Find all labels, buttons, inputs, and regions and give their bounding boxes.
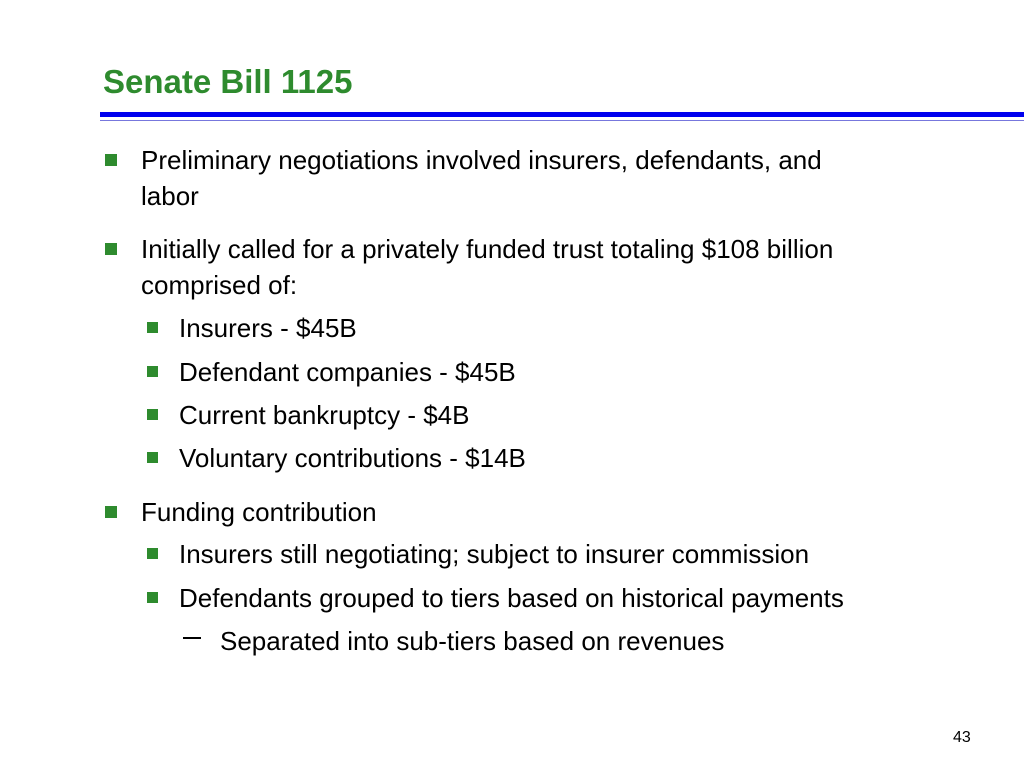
dash-bullet-icon — [183, 637, 201, 639]
sub-item-insurers: Insurers - $45B — [179, 313, 357, 343]
bullet-3-line-1: Funding contribution — [141, 497, 377, 527]
page-number: 43 — [953, 729, 971, 746]
sub-item-defendants-grouped: Defendants grouped to tiers based on historical payments — [179, 583, 844, 613]
bullet-1-line-2: labor — [141, 181, 199, 211]
bullet-2-line-2: comprised of: — [141, 270, 298, 300]
sub-item-voluntary-contributions: Voluntary contributions - $14B — [179, 443, 526, 473]
square-bullet-icon — [147, 366, 158, 377]
square-bullet-icon — [147, 322, 158, 333]
sub-item-current-bankruptcy: Current bankruptcy - $4B — [179, 400, 470, 430]
sub-item-insurers-negotiating: Insurers still negotiating; subject to insurer commission — [179, 539, 810, 569]
square-bullet-icon — [147, 452, 158, 463]
square-bullet-icon — [147, 592, 158, 603]
square-bullet-icon — [147, 409, 158, 420]
square-bullet-icon — [147, 548, 158, 559]
bullet-2-line-1: Initially called for a privately funded trust totaling $108 billion — [141, 234, 834, 264]
subsub-item-sub-tiers: Separated into sub-tiers based on revenues — [220, 626, 725, 656]
sub-item-defendant-companies: Defendant companies - $45B — [179, 357, 516, 387]
title-divider — [100, 112, 1024, 117]
slide-title: Senate Bill 1125 — [103, 63, 353, 100]
square-bullet-icon — [105, 506, 117, 518]
bullet-1-line-1: Preliminary negotiations involved insurers, defendants, and — [141, 145, 822, 175]
square-bullet-icon — [105, 154, 117, 166]
square-bullet-icon — [105, 243, 117, 255]
title-divider-thin — [100, 120, 1024, 121]
